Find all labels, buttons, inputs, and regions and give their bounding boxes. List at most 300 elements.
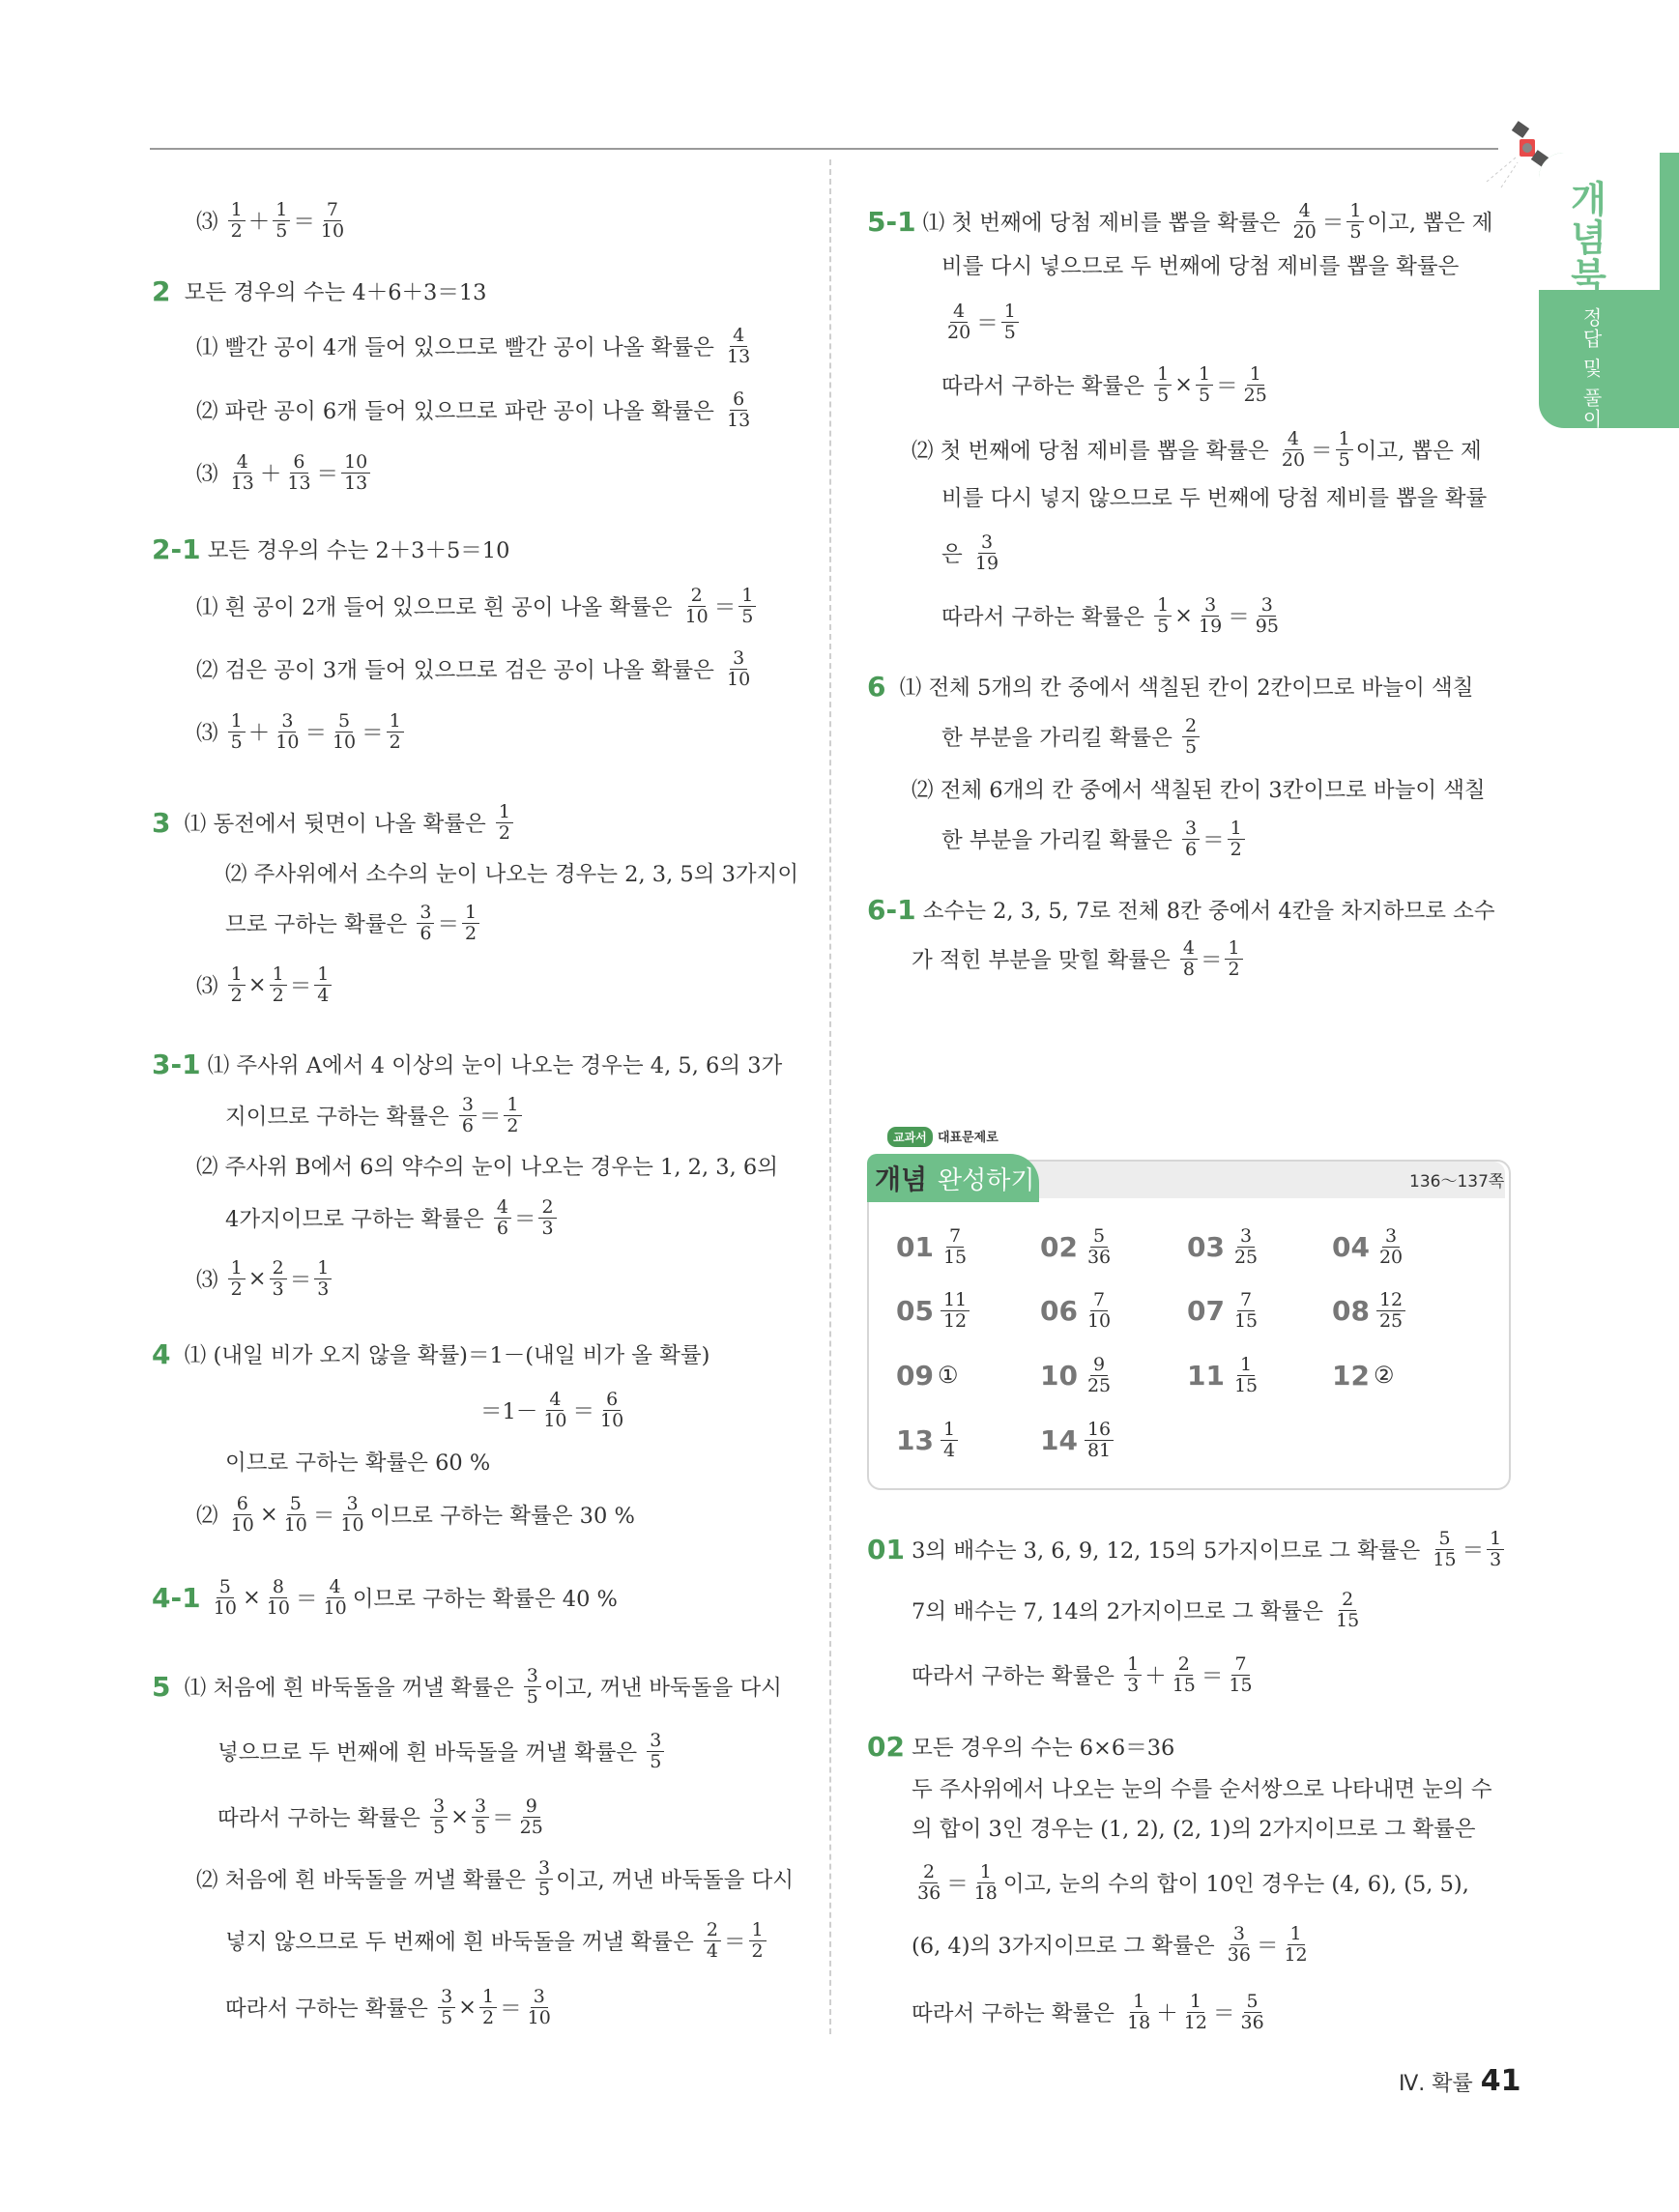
text-run: × xyxy=(259,1502,278,1527)
fraction xyxy=(337,1494,366,1536)
text-run: ＝ xyxy=(1212,2001,1235,2026)
fraction xyxy=(749,1920,767,1962)
numerator: 8 xyxy=(270,1577,287,1598)
fraction xyxy=(1181,1992,1210,2033)
denominator: 2 xyxy=(464,922,478,944)
fraction xyxy=(1237,1992,1266,2033)
text-run: ＝ xyxy=(293,210,315,235)
fraction xyxy=(1085,1420,1114,1461)
fraction xyxy=(517,1796,546,1838)
denominator: 13 xyxy=(230,472,254,494)
denominator: 19 xyxy=(974,552,999,574)
fraction xyxy=(724,389,753,431)
problem-number: 3-1 xyxy=(152,1048,201,1080)
fraction xyxy=(1085,1226,1114,1268)
numerator: 1 xyxy=(1247,364,1264,386)
solution-line xyxy=(196,577,759,635)
numerator: 3 xyxy=(1230,1924,1248,1945)
numerator: 4 xyxy=(494,1197,511,1219)
text-run: 소수는 2, 3, 5, 7로 전체 8칸 중에서 4칸을 차지하므로 소수 xyxy=(915,899,1495,924)
denominator: 5 xyxy=(526,1685,538,1708)
solution-line xyxy=(152,520,509,578)
numerator: 11 xyxy=(941,1290,970,1311)
numerator: 1 xyxy=(504,1095,521,1116)
numerator: 1 xyxy=(1228,819,1245,840)
numerator: 4 xyxy=(1180,938,1198,960)
text-run: 이고, 꺼낸 바둑돌을 다시 xyxy=(543,1676,782,1701)
text-run: ⑴ 주사위 A에서 4 이상의 눈이 나오는 경우는 4, 5, 6의 3가 xyxy=(200,1053,783,1078)
denominator: 5 xyxy=(537,1878,551,1900)
numerator: 5 xyxy=(335,711,353,733)
solution-line xyxy=(152,1657,782,1715)
solution-line xyxy=(225,1432,490,1490)
fraction xyxy=(704,1920,721,1962)
page-range: 136～137쪽 xyxy=(1409,1172,1505,1192)
denominator: 15 xyxy=(942,1246,968,1268)
denominator: 15 xyxy=(1229,1674,1253,1696)
solution-line xyxy=(196,1250,334,1307)
fraction xyxy=(321,1577,350,1619)
answer-number: 10 xyxy=(1040,1359,1078,1392)
denominator: 15 xyxy=(1433,1548,1457,1570)
problem-number: 6 xyxy=(867,670,886,703)
text-run: 이므로 구하는 확률은 40 % xyxy=(352,1587,618,1612)
solution-line xyxy=(941,293,1022,351)
denominator: 95 xyxy=(1255,615,1279,637)
numerator: 1 xyxy=(270,964,287,986)
numerator: 16 xyxy=(1085,1420,1114,1441)
problem-number: 4-1 xyxy=(152,1581,201,1614)
denominator: 20 xyxy=(1292,220,1317,243)
solution-line xyxy=(196,640,756,698)
denominator: 36 xyxy=(1240,2011,1264,2033)
denominator: 36 xyxy=(917,1882,941,1904)
text-run: 4가지이므로 구하는 확률은 xyxy=(225,1207,491,1232)
problem-number: 3 xyxy=(152,806,171,839)
numerator: 3 xyxy=(1382,1226,1400,1248)
numerator: 1 xyxy=(228,711,246,733)
fraction xyxy=(1376,1290,1405,1332)
denominator: 25 xyxy=(1378,1309,1404,1332)
text-run: ＝ xyxy=(478,1105,502,1130)
fraction xyxy=(647,1731,664,1772)
numerator: 7 xyxy=(1231,1654,1249,1676)
numerator: 6 xyxy=(234,1494,251,1515)
numerator: 2 xyxy=(538,1197,556,1219)
denominator: 15 xyxy=(1233,1374,1259,1396)
text-run: 한 부분을 가리킬 확률은 xyxy=(941,726,1179,751)
text-run: ⑵ 검은 공이 3개 들어 있으므로 검은 공이 나올 확률은 xyxy=(196,658,722,683)
denominator: 12 xyxy=(1183,2011,1207,2033)
numerator: 1 xyxy=(749,1920,767,1941)
text-run: ⑴ (내일 비가 오지 않을 확률)＝1－(내일 비가 올 확률) xyxy=(170,1343,710,1368)
text-run: 의 합이 3인 경우는 (1, 2), (2, 1)의 2가지이므로 그 확률은 xyxy=(912,1817,1476,1842)
fraction xyxy=(1196,595,1225,637)
text-run: ＝ xyxy=(316,462,339,487)
solution-line xyxy=(912,930,1246,988)
numerator: 3 xyxy=(730,648,747,670)
denominator: 10 xyxy=(266,1596,290,1619)
numerator: 3 xyxy=(438,1987,455,2008)
text-run: × xyxy=(247,972,267,997)
denominator: 6 xyxy=(1184,838,1198,860)
numerator: 3 xyxy=(1201,595,1219,617)
answer-item xyxy=(896,1281,972,1339)
rep-badge: 대표문제로 xyxy=(938,1131,999,1145)
text-run: 이고, 뽑은 제 xyxy=(1355,439,1482,464)
text-run: 따라서 구하는 확률은 xyxy=(225,1997,436,2022)
numerator: 3 xyxy=(978,532,996,554)
solution-line xyxy=(941,707,1202,765)
text-run: ⑶ xyxy=(196,210,225,235)
fraction xyxy=(1182,716,1200,758)
text-run: ⑴ 처음에 흰 바둑돌을 꺼낼 확률은 xyxy=(170,1676,521,1701)
text-run: ⑵ 주사위에서 소수의 눈이 나오는 경우는 2, 3, 5의 3가지이 xyxy=(225,862,799,887)
denominator: 15 xyxy=(1336,1609,1360,1631)
numerator: 1 xyxy=(1001,302,1019,323)
numerator: 3 xyxy=(278,711,296,733)
solution-line xyxy=(152,1325,709,1383)
problem-number: 2-1 xyxy=(152,532,201,565)
text-run: ＝ xyxy=(289,1268,312,1293)
denominator: 5 xyxy=(741,605,754,627)
text-run: ⑴ 첫 번째에 당첨 제비를 뽑을 확률은 xyxy=(915,211,1288,236)
text-run: ⑴ 전체 5개의 칸 중에서 색칠된 칸이 2칸이므로 바늘이 색칠 xyxy=(885,675,1474,701)
fraction xyxy=(941,1226,970,1268)
answer-number: 07 xyxy=(1187,1294,1225,1327)
text-run: ⑵ 처음에 흰 바둑돌을 꺼낼 확률은 xyxy=(196,1868,533,1893)
numerator: 1 xyxy=(977,1862,995,1883)
numerator: 1 xyxy=(273,200,290,221)
solution-line xyxy=(225,1911,769,1969)
text-run: × xyxy=(1174,372,1194,397)
denominator: 20 xyxy=(947,321,971,343)
numerator: 4 xyxy=(234,452,251,474)
text-run: ＋ xyxy=(259,462,282,487)
fraction xyxy=(314,1258,332,1300)
denominator: 10 xyxy=(727,668,751,690)
denominator: 8 xyxy=(1182,958,1195,980)
fraction xyxy=(494,1197,511,1239)
answer-item xyxy=(896,1218,972,1276)
fraction xyxy=(538,1197,556,1239)
numerator: 2 xyxy=(688,586,706,607)
fraction xyxy=(1225,938,1242,980)
denominator: 25 xyxy=(1243,384,1267,406)
fraction xyxy=(1333,1590,1362,1631)
answer-number: 08 xyxy=(1332,1294,1370,1327)
numerator: 7 xyxy=(324,200,341,221)
numerator: 1 xyxy=(1346,201,1364,222)
denominator: 4 xyxy=(706,1939,719,1962)
text-run: 은 xyxy=(941,542,970,567)
denominator: 5 xyxy=(441,2006,453,2028)
fraction xyxy=(972,532,1001,574)
text-run: 모든 경우의 수는 2＋3＋5＝10 xyxy=(200,538,510,563)
numerator: 1 xyxy=(228,1258,246,1279)
text-run: ＝ xyxy=(724,1930,746,1955)
numerator: 5 xyxy=(287,1494,304,1515)
numerator: 1 xyxy=(314,964,332,986)
answer-item xyxy=(1187,1346,1263,1404)
numerator: 1 xyxy=(738,586,756,607)
denominator: 5 xyxy=(1199,384,1211,406)
text-run: ＋ xyxy=(247,721,271,746)
solution-line xyxy=(196,1136,778,1194)
text-run: ＝ xyxy=(1228,605,1250,630)
fraction xyxy=(504,1095,521,1136)
numerator: 1 xyxy=(941,1420,958,1441)
denominator: 10 xyxy=(340,1513,364,1536)
denominator: 18 xyxy=(973,1882,998,1904)
solution-line xyxy=(152,1035,782,1093)
denominator: 10 xyxy=(230,1513,254,1536)
tab-subtitle: 정답 및 풀이 xyxy=(1579,307,1603,430)
numerator: 6 xyxy=(290,452,307,474)
text-run: ＝ xyxy=(312,1504,335,1529)
fraction xyxy=(270,1258,287,1300)
solution-line xyxy=(867,657,1473,715)
numerator: 7 xyxy=(946,1226,964,1248)
text-run: 3의 배수는 3, 6, 9, 12, 15의 5가지이므로 그 확률은 xyxy=(904,1538,1428,1564)
denominator: 15 xyxy=(1172,1674,1196,1696)
text-run: 7의 배수는 7, 14의 2가지이므로 그 확률은 xyxy=(912,1599,1331,1624)
solution-line xyxy=(912,1983,1270,2041)
problem-number: 5-1 xyxy=(867,205,916,238)
denominator: 2 xyxy=(482,2006,495,2028)
fraction xyxy=(1376,1226,1405,1268)
fraction xyxy=(944,302,973,343)
numerator: 4 xyxy=(1285,429,1302,450)
solution-line xyxy=(217,1722,667,1780)
denominator: 13 xyxy=(344,472,368,494)
solution-line xyxy=(941,810,1248,868)
denominator: 15 xyxy=(1233,1309,1259,1332)
fraction xyxy=(1124,1992,1153,2033)
denominator: 5 xyxy=(1003,321,1016,343)
answer-choice: ② xyxy=(1373,1362,1395,1389)
fraction xyxy=(1182,819,1200,860)
answer-number: 06 xyxy=(1040,1294,1078,1327)
denominator: 10 xyxy=(527,2006,551,2028)
denominator: 36 xyxy=(1227,1943,1251,1966)
fraction xyxy=(281,1494,310,1536)
text-run: × xyxy=(242,1585,261,1610)
answer-item xyxy=(1040,1281,1116,1339)
text-run: ⑵ 주사위 B에서 6의 약수의 눈이 나오는 경우는 1, 2, 3, 6의 xyxy=(196,1155,778,1180)
text-run: ＝ xyxy=(976,311,999,336)
fraction xyxy=(738,586,756,627)
header-rule xyxy=(150,148,1498,150)
numerator: 1 xyxy=(1154,364,1172,386)
text-run: (6, 4)의 3가지이므로 그 확률은 xyxy=(912,1934,1222,1959)
solution-line xyxy=(941,468,1487,526)
fraction xyxy=(1085,1355,1114,1396)
numerator: 3 xyxy=(536,1858,553,1880)
numerator: 7 xyxy=(1237,1290,1255,1311)
text-run: ＝ xyxy=(513,1207,536,1232)
text-run: 비를 다시 넣지 않으므로 두 번째에 당첨 제비를 뽑을 확률 xyxy=(941,486,1488,511)
numerator: 3 xyxy=(472,1796,489,1818)
answer-item xyxy=(896,1411,961,1469)
text-run: 따라서 구하는 확률은 xyxy=(941,605,1152,630)
numerator: 1 xyxy=(1336,429,1353,450)
solution-line xyxy=(196,191,350,249)
answer-item xyxy=(1040,1411,1116,1469)
page-number: 41 xyxy=(1480,2064,1521,2098)
text-run: ＝ xyxy=(1311,439,1333,464)
fraction xyxy=(228,1494,257,1536)
numerator: 3 xyxy=(459,1095,477,1116)
fraction xyxy=(1241,364,1270,406)
numerator: 1 xyxy=(479,1987,497,2008)
text-run: ＝ xyxy=(362,721,384,746)
solution-line xyxy=(480,1381,629,1439)
denominator: 3 xyxy=(317,1278,330,1300)
numerator: 3 xyxy=(417,903,434,924)
text-run: ＝1－ xyxy=(480,1399,538,1424)
denominator: 13 xyxy=(727,409,751,431)
problem-number: 02 xyxy=(867,1730,905,1763)
denominator: 10 xyxy=(543,1409,567,1431)
fraction xyxy=(525,1987,554,2028)
numerator: 4 xyxy=(950,302,968,323)
denominator: 10 xyxy=(283,1513,307,1536)
fraction xyxy=(540,1390,569,1431)
numerator: 4 xyxy=(546,1390,564,1411)
solution-line xyxy=(196,444,373,502)
fraction xyxy=(264,1577,293,1619)
denominator: 5 xyxy=(1338,448,1350,471)
answer-item xyxy=(1040,1218,1116,1276)
numerator: 1 xyxy=(496,802,513,823)
text-run: 이고, 꺼낸 바둑돌을 다시 xyxy=(556,1868,795,1893)
denominator: 36 xyxy=(1086,1246,1112,1268)
text-run: ＋ xyxy=(1156,2001,1178,2026)
denominator: 6 xyxy=(461,1114,474,1136)
answer-number: 03 xyxy=(1187,1230,1225,1263)
fraction xyxy=(438,1987,455,2028)
fraction xyxy=(228,452,257,494)
text-run: × xyxy=(458,1995,478,2020)
denominator: 3 xyxy=(1490,1548,1502,1570)
solution-line xyxy=(225,1978,557,2036)
solution-line xyxy=(196,703,407,761)
denominator: 10 xyxy=(323,1596,347,1619)
solution-line xyxy=(941,236,1459,294)
text-run: ⑵ 파란 공이 6개 들어 있으므로 파란 공이 나올 확률은 xyxy=(196,399,722,424)
text-run: 모든 경우의 수는 6×6＝36 xyxy=(904,1736,1175,1761)
text-run: ⑶ xyxy=(196,974,225,999)
text-run: 모든 경우의 수는 4＋6＋3＝13 xyxy=(170,280,487,305)
text-run: ⑵ 전체 6개의 칸 중에서 색칠된 칸이 3칸이므로 바늘이 색칠 xyxy=(912,778,1486,803)
solution-line xyxy=(152,262,486,320)
denominator: 12 xyxy=(942,1309,968,1332)
text-run: 이므로 구하는 확률은 30 % xyxy=(369,1504,635,1529)
fraction xyxy=(228,964,246,1006)
denominator: 2 xyxy=(272,984,284,1006)
solution-line xyxy=(912,1646,1259,1704)
numerator: 3 xyxy=(1259,595,1276,617)
denominator: 5 xyxy=(1157,615,1170,637)
solution-line xyxy=(196,317,756,375)
solution-line xyxy=(912,1915,1314,1973)
solution-line xyxy=(941,356,1273,414)
text-run: 넣으므로 두 번째에 흰 바둑돌을 꺼낼 확률은 xyxy=(217,1740,645,1766)
fraction xyxy=(472,1796,489,1838)
tab-title: 개념북 xyxy=(1564,180,1607,296)
text-run: ＝ xyxy=(500,1997,522,2022)
fraction xyxy=(1170,1654,1199,1696)
solution-line xyxy=(225,844,798,902)
fraction xyxy=(536,1858,553,1900)
numerator: 1 xyxy=(1124,1654,1142,1676)
text-run: × xyxy=(450,1804,470,1829)
solution-line xyxy=(196,381,756,439)
numerator: 5 xyxy=(1435,1529,1453,1550)
fraction xyxy=(496,802,513,844)
numerator: 5 xyxy=(1244,1992,1261,2013)
fraction xyxy=(430,1796,448,1838)
fraction xyxy=(1231,1290,1260,1332)
fraction xyxy=(1231,1226,1260,1268)
denominator: 5 xyxy=(230,731,243,753)
fraction xyxy=(1226,1654,1255,1696)
denominator: 5 xyxy=(275,219,288,242)
numerator: 2 xyxy=(920,1862,938,1883)
fraction xyxy=(1231,1355,1260,1396)
solution-line xyxy=(912,1798,1475,1856)
numerator: 1 xyxy=(1288,1924,1305,1945)
text-run: 따라서 구하는 확률은 xyxy=(941,374,1152,399)
fraction xyxy=(1154,364,1172,406)
text-run: ＝ xyxy=(1216,374,1238,399)
denominator: 10 xyxy=(275,731,300,753)
numerator: 4 xyxy=(327,1577,344,1598)
denominator: 3 xyxy=(1127,1674,1140,1696)
fraction xyxy=(228,200,246,242)
denominator: 19 xyxy=(1199,615,1223,637)
numerator: 12 xyxy=(1376,1290,1405,1311)
problem-number: 2 xyxy=(152,274,171,307)
solution-line xyxy=(196,956,334,1014)
text-run: ＝ xyxy=(713,595,737,620)
solution-line xyxy=(225,894,482,952)
fraction xyxy=(941,1420,958,1461)
text-run: ＝ xyxy=(289,974,312,999)
denominator: 3 xyxy=(272,1278,284,1300)
denominator: 25 xyxy=(519,1816,543,1838)
numerator: 3 xyxy=(1182,819,1200,840)
answer-number: 11 xyxy=(1187,1359,1225,1392)
numerator: 1 xyxy=(387,711,404,733)
text-run: ＋ xyxy=(1144,1664,1167,1689)
solution-line xyxy=(941,524,1004,582)
fraction xyxy=(1228,819,1245,860)
fraction xyxy=(597,1390,626,1431)
text-run: 지이므로 구하는 확률은 xyxy=(225,1105,456,1130)
solution-line xyxy=(217,1788,549,1846)
text-run: 두 주사위에서 나오는 눈의 수를 순서쌍으로 나타내면 눈의 수 xyxy=(912,1777,1492,1802)
denominator: 10 xyxy=(320,219,345,242)
denominator: 5 xyxy=(1184,735,1198,758)
fraction xyxy=(724,648,753,690)
problem-number: 5 xyxy=(152,1670,171,1703)
numerator: 3 xyxy=(531,1987,548,2008)
solution-line xyxy=(912,1853,1469,1911)
answer-number: 09 xyxy=(896,1359,934,1392)
answer-choice: ① xyxy=(937,1362,959,1389)
